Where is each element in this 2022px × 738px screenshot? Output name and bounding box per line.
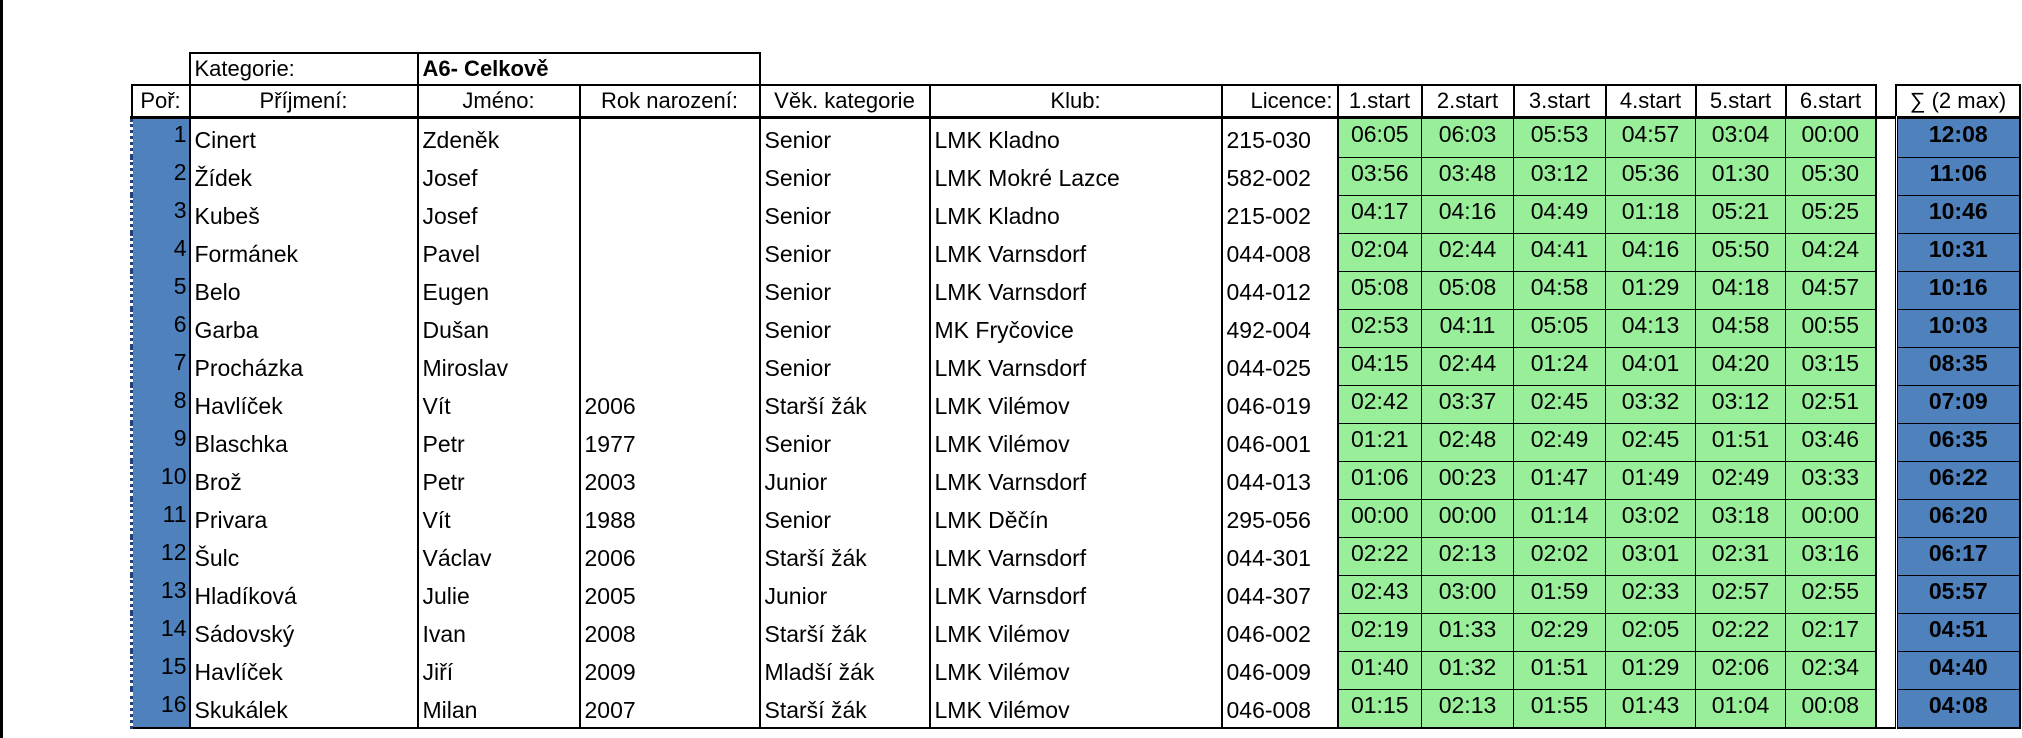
licence-cell: 215-030 [1222, 118, 1338, 158]
rank-cell: 14 [132, 613, 190, 651]
start-time-cell: 04:58 [1514, 271, 1606, 309]
start-time-cell: 02:29 [1514, 613, 1606, 651]
table-row [132, 385, 2021, 423]
start-time-cell: 04:57 [1786, 271, 1876, 309]
start-time-cell: 02:45 [1606, 423, 1696, 461]
start-time-cell: 03:15 [1786, 347, 1876, 385]
start-time-cell: 02:43 [1338, 575, 1422, 613]
licence-cell: 046-019 [1222, 385, 1338, 423]
table-row [132, 195, 2021, 233]
licence-cell: 044-012 [1222, 271, 1338, 309]
start-time-cell: 01:55 [1514, 689, 1606, 728]
start-time-cell: 02:49 [1514, 423, 1606, 461]
birth-year-cell: 1988 [580, 499, 760, 537]
start-time-cell: 02:05 [1606, 613, 1696, 651]
sum-cell: 05:57 [1896, 575, 2020, 613]
rank-cell: 16 [132, 689, 190, 728]
header-start-3: 3.start [1514, 85, 1606, 118]
surname-cell: Hladíková [190, 575, 418, 613]
header-licence: Licence: [1222, 85, 1338, 118]
age-category-cell: Mladší žák [760, 651, 930, 689]
surname-cell: Kubeš [190, 195, 418, 233]
licence-cell: 044-008 [1222, 233, 1338, 271]
start-time-cell: 01:33 [1422, 613, 1514, 651]
start-time-cell: 04:58 [1696, 309, 1786, 347]
start-time-cell: 04:24 [1786, 233, 1876, 271]
start-time-cell: 03:56 [1338, 157, 1422, 195]
table-row [132, 309, 2021, 347]
start-time-cell: 01:04 [1696, 689, 1786, 728]
start-time-cell: 04:41 [1514, 233, 1606, 271]
birth-year-cell [580, 309, 760, 347]
name-cell: Vít [418, 499, 580, 537]
start-time-cell: 02:22 [1338, 537, 1422, 575]
rank-cell: 1 [132, 118, 190, 158]
start-time-cell: 05:08 [1422, 271, 1514, 309]
birth-year-cell [580, 233, 760, 271]
birth-year-cell [580, 118, 760, 158]
header-start-1: 1.start [1338, 85, 1422, 118]
header-surname: Příjmení: [190, 85, 418, 118]
birth-year-cell: 2003 [580, 461, 760, 499]
start-time-cell: 05:30 [1786, 157, 1876, 195]
start-time-cell: 03:46 [1786, 423, 1876, 461]
start-time-cell: 01:24 [1514, 347, 1606, 385]
start-time-cell: 04:18 [1696, 271, 1786, 309]
age-category-cell: Starší žák [760, 537, 930, 575]
start-time-cell: 04:11 [1422, 309, 1514, 347]
header-row [132, 85, 2021, 118]
age-category-cell: Senior [760, 157, 930, 195]
club-cell: LMK Kladno [930, 195, 1222, 233]
start-time-cell: 02:53 [1338, 309, 1422, 347]
age-category-cell: Senior [760, 499, 930, 537]
birth-year-cell: 2005 [580, 575, 760, 613]
surname-cell: Formánek [190, 233, 418, 271]
club-cell: LMK Varnsdorf [930, 461, 1222, 499]
surname-cell: Garba [190, 309, 418, 347]
surname-cell: Procházka [190, 347, 418, 385]
start-time-cell: 02:57 [1696, 575, 1786, 613]
start-time-cell: 01:43 [1606, 689, 1696, 728]
rank-cell: 4 [132, 233, 190, 271]
age-category-cell: Senior [760, 118, 930, 158]
start-time-cell: 02:48 [1422, 423, 1514, 461]
start-time-cell: 01:30 [1696, 157, 1786, 195]
start-time-cell: 01:29 [1606, 651, 1696, 689]
sum-cell: 04:40 [1896, 651, 2020, 689]
table-row [132, 271, 2021, 309]
rank-cell: 11 [132, 499, 190, 537]
birth-year-cell [580, 195, 760, 233]
start-time-cell: 04:17 [1338, 195, 1422, 233]
age-category-cell: Junior [760, 575, 930, 613]
start-time-cell: 03:04 [1696, 118, 1786, 158]
club-cell: LMK Děčín [930, 499, 1222, 537]
results-sheet [130, 52, 2021, 729]
start-time-cell: 03:37 [1422, 385, 1514, 423]
start-time-cell: 05:36 [1606, 157, 1696, 195]
club-cell: LMK Kladno [930, 118, 1222, 158]
age-category-cell: Starší žák [760, 613, 930, 651]
start-time-cell: 03:01 [1606, 537, 1696, 575]
licence-cell: 046-008 [1222, 689, 1338, 728]
name-cell: Miroslav [418, 347, 580, 385]
licence-cell: 044-301 [1222, 537, 1338, 575]
start-time-cell: 02:55 [1786, 575, 1876, 613]
sum-cell: 10:03 [1896, 309, 2020, 347]
name-cell: Petr [418, 461, 580, 499]
start-time-cell: 01:21 [1338, 423, 1422, 461]
surname-cell: Cinert [190, 118, 418, 158]
sum-cell: 10:31 [1896, 233, 2020, 271]
start-time-cell: 02:22 [1696, 613, 1786, 651]
results-body [132, 118, 2021, 729]
start-time-cell: 02:13 [1422, 689, 1514, 728]
name-cell: Pavel [418, 233, 580, 271]
start-time-cell: 02:06 [1696, 651, 1786, 689]
table-row [132, 499, 2021, 537]
licence-cell: 044-025 [1222, 347, 1338, 385]
start-time-cell: 03:33 [1786, 461, 1876, 499]
surname-cell: Blaschka [190, 423, 418, 461]
start-time-cell: 02:34 [1786, 651, 1876, 689]
age-category-cell: Senior [760, 347, 930, 385]
licence-cell: 046-009 [1222, 651, 1338, 689]
name-cell: Zdeněk [418, 118, 580, 158]
name-cell: Eugen [418, 271, 580, 309]
start-time-cell: 01:49 [1606, 461, 1696, 499]
start-time-cell: 03:12 [1696, 385, 1786, 423]
start-time-cell: 02:44 [1422, 233, 1514, 271]
start-time-cell: 05:08 [1338, 271, 1422, 309]
rank-cell: 3 [132, 195, 190, 233]
start-time-cell: 05:25 [1786, 195, 1876, 233]
start-time-cell: 01:29 [1606, 271, 1696, 309]
start-time-cell: 02:02 [1514, 537, 1606, 575]
name-cell: Josef [418, 157, 580, 195]
licence-cell: 044-013 [1222, 461, 1338, 499]
age-category-cell: Senior [760, 195, 930, 233]
header-rank: Poř: [132, 85, 190, 118]
birth-year-cell [580, 347, 760, 385]
name-cell: Petr [418, 423, 580, 461]
rank-cell: 7 [132, 347, 190, 385]
birth-year-cell [580, 271, 760, 309]
start-time-cell: 02:13 [1422, 537, 1514, 575]
start-time-cell: 03:18 [1696, 499, 1786, 537]
licence-cell: 215-002 [1222, 195, 1338, 233]
start-time-cell: 02:04 [1338, 233, 1422, 271]
start-time-cell: 04:16 [1606, 233, 1696, 271]
table-row [132, 575, 2021, 613]
sum-cell: 04:51 [1896, 613, 2020, 651]
licence-cell: 046-002 [1222, 613, 1338, 651]
surname-cell: Belo [190, 271, 418, 309]
club-cell: LMK Varnsdorf [930, 271, 1222, 309]
start-time-cell: 00:08 [1786, 689, 1876, 728]
start-time-cell: 02:31 [1696, 537, 1786, 575]
start-time-cell: 01:51 [1696, 423, 1786, 461]
table-row [132, 537, 2021, 575]
start-time-cell: 00:00 [1786, 118, 1876, 158]
sum-cell: 07:09 [1896, 385, 2020, 423]
table-row [132, 613, 2021, 651]
header-birth-year: Rok narození: [580, 85, 760, 118]
sum-cell: 12:08 [1896, 118, 2020, 158]
licence-cell: 044-307 [1222, 575, 1338, 613]
header-start-2: 2.start [1422, 85, 1514, 118]
start-time-cell: 03:02 [1606, 499, 1696, 537]
rank-cell: 5 [132, 271, 190, 309]
start-time-cell: 02:42 [1338, 385, 1422, 423]
licence-cell: 295-056 [1222, 499, 1338, 537]
club-cell: LMK Vilémov [930, 423, 1222, 461]
table-row [132, 233, 2021, 271]
table-row [132, 157, 2021, 195]
start-time-cell: 01:51 [1514, 651, 1606, 689]
table-row [132, 347, 2021, 385]
age-category-cell: Starší žák [760, 385, 930, 423]
results-table [130, 52, 2021, 729]
rank-cell: 2 [132, 157, 190, 195]
start-time-cell: 04:15 [1338, 347, 1422, 385]
table-row [132, 689, 2021, 728]
sum-cell: 06:35 [1896, 423, 2020, 461]
start-time-cell: 05:50 [1696, 233, 1786, 271]
sum-cell: 08:35 [1896, 347, 2020, 385]
club-cell: LMK Varnsdorf [930, 575, 1222, 613]
start-time-cell: 02:51 [1786, 385, 1876, 423]
category-label: Kategorie: [190, 53, 418, 85]
header-name: Jméno: [418, 85, 580, 118]
start-time-cell: 05:05 [1514, 309, 1606, 347]
club-cell: LMK Mokré Lazce [930, 157, 1222, 195]
sum-cell: 11:06 [1896, 157, 2020, 195]
start-time-cell: 02:19 [1338, 613, 1422, 651]
age-category-cell: Senior [760, 271, 930, 309]
start-time-cell: 00:55 [1786, 309, 1876, 347]
club-cell: LMK Vilémov [930, 613, 1222, 651]
start-time-cell: 03:12 [1514, 157, 1606, 195]
club-cell: MK Fryčovice [930, 309, 1222, 347]
start-time-cell: 06:05 [1338, 118, 1422, 158]
licence-cell: 046-001 [1222, 423, 1338, 461]
header-start-5: 5.start [1696, 85, 1786, 118]
start-time-cell: 04:01 [1606, 347, 1696, 385]
start-time-cell: 01:18 [1606, 195, 1696, 233]
start-time-cell: 04:49 [1514, 195, 1606, 233]
birth-year-cell: 2006 [580, 537, 760, 575]
age-category-cell: Starší žák [760, 689, 930, 728]
age-category-cell: Senior [760, 233, 930, 271]
sum-cell: 04:08 [1896, 689, 2020, 728]
start-time-cell: 01:06 [1338, 461, 1422, 499]
start-time-cell: 03:48 [1422, 157, 1514, 195]
table-row [132, 118, 2021, 158]
table-row [132, 461, 2021, 499]
category-value: A6- Celkově [418, 53, 760, 85]
sum-cell: 10:16 [1896, 271, 2020, 309]
start-time-cell: 04:13 [1606, 309, 1696, 347]
start-time-cell: 00:23 [1422, 461, 1514, 499]
name-cell: Vít [418, 385, 580, 423]
start-time-cell: 05:21 [1696, 195, 1786, 233]
club-cell: LMK Varnsdorf [930, 537, 1222, 575]
header-club: Klub: [930, 85, 1222, 118]
sum-cell: 10:46 [1896, 195, 2020, 233]
start-time-cell: 01:15 [1338, 689, 1422, 728]
header-age-category: Věk. kategorie [760, 85, 930, 118]
club-cell: LMK Varnsdorf [930, 233, 1222, 271]
birth-year-cell [580, 157, 760, 195]
surname-cell: Brož [190, 461, 418, 499]
rank-cell: 15 [132, 651, 190, 689]
birth-year-cell: 2009 [580, 651, 760, 689]
club-cell: LMK Vilémov [930, 385, 1222, 423]
rank-cell: 13 [132, 575, 190, 613]
sheet-left-border [0, 0, 3, 738]
rank-cell: 8 [132, 385, 190, 423]
age-category-cell: Junior [760, 461, 930, 499]
surname-cell: Žídek [190, 157, 418, 195]
start-time-cell: 01:59 [1514, 575, 1606, 613]
birth-year-cell: 2006 [580, 385, 760, 423]
licence-cell: 492-004 [1222, 309, 1338, 347]
table-row [132, 423, 2021, 461]
header-start-4: 4.start [1606, 85, 1696, 118]
name-cell: Dušan [418, 309, 580, 347]
name-cell: Josef [418, 195, 580, 233]
birth-year-cell: 1977 [580, 423, 760, 461]
name-cell: Julie [418, 575, 580, 613]
start-time-cell: 00:00 [1422, 499, 1514, 537]
name-cell: Ivan [418, 613, 580, 651]
rank-cell: 10 [132, 461, 190, 499]
surname-cell: Skukálek [190, 689, 418, 728]
category-row [132, 53, 2021, 85]
start-time-cell: 02:17 [1786, 613, 1876, 651]
start-time-cell: 02:45 [1514, 385, 1606, 423]
start-time-cell: 02:49 [1696, 461, 1786, 499]
start-time-cell: 02:44 [1422, 347, 1514, 385]
start-time-cell: 01:14 [1514, 499, 1606, 537]
rank-cell: 9 [132, 423, 190, 461]
age-category-cell: Senior [760, 309, 930, 347]
rank-cell: 12 [132, 537, 190, 575]
sum-cell: 06:17 [1896, 537, 2020, 575]
surname-cell: Šulc [190, 537, 418, 575]
start-time-cell: 01:32 [1422, 651, 1514, 689]
surname-cell: Havlíček [190, 385, 418, 423]
birth-year-cell: 2008 [580, 613, 760, 651]
start-time-cell: 01:47 [1514, 461, 1606, 499]
start-time-cell: 06:03 [1422, 118, 1514, 158]
birth-year-cell: 2007 [580, 689, 760, 728]
sum-cell: 06:20 [1896, 499, 2020, 537]
start-time-cell: 00:00 [1338, 499, 1422, 537]
start-time-cell: 04:16 [1422, 195, 1514, 233]
start-time-cell: 04:20 [1696, 347, 1786, 385]
rank-cell: 6 [132, 309, 190, 347]
club-cell: LMK Vilémov [930, 651, 1222, 689]
start-time-cell: 05:53 [1514, 118, 1606, 158]
club-cell: LMK Varnsdorf [930, 347, 1222, 385]
licence-cell: 582-002 [1222, 157, 1338, 195]
name-cell: Jiří [418, 651, 580, 689]
start-time-cell: 04:57 [1606, 118, 1696, 158]
start-time-cell: 01:40 [1338, 651, 1422, 689]
surname-cell: Privara [190, 499, 418, 537]
club-cell: LMK Vilémov [930, 689, 1222, 728]
surname-cell: Sádovský [190, 613, 418, 651]
header-sum: ∑ (2 max) [1896, 85, 2020, 118]
start-time-cell: 03:32 [1606, 385, 1696, 423]
age-category-cell: Senior [760, 423, 930, 461]
start-time-cell: 03:00 [1422, 575, 1514, 613]
name-cell: Milan [418, 689, 580, 728]
table-row [132, 651, 2021, 689]
start-time-cell: 00:00 [1786, 499, 1876, 537]
start-time-cell: 02:33 [1606, 575, 1696, 613]
name-cell: Václav [418, 537, 580, 575]
header-start-6: 6.start [1786, 85, 1876, 118]
sum-cell: 06:22 [1896, 461, 2020, 499]
surname-cell: Havlíček [190, 651, 418, 689]
start-time-cell: 03:16 [1786, 537, 1876, 575]
